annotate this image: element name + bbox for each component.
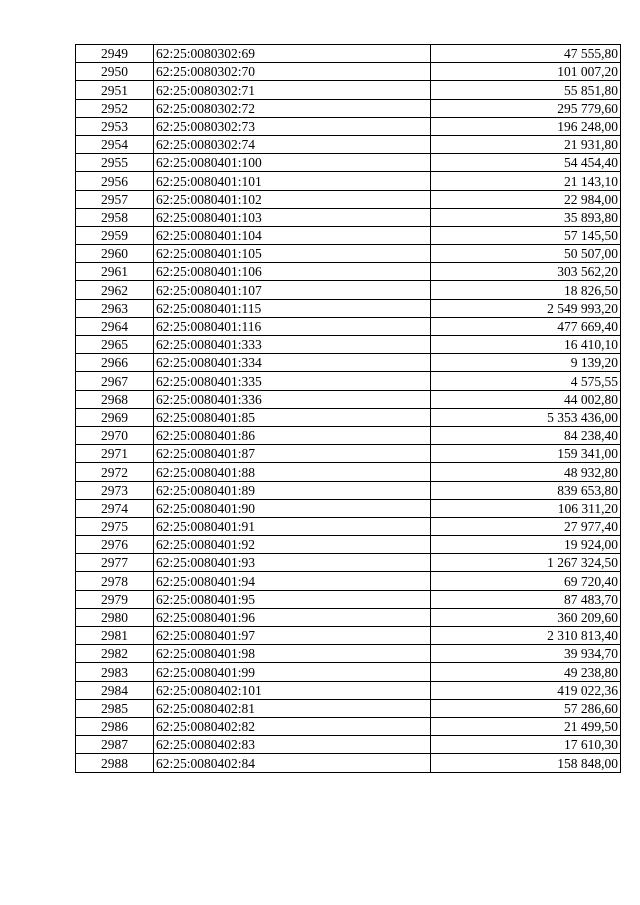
cadastral-value-cell: 22 984,00 <box>431 190 621 208</box>
table-row <box>76 190 621 208</box>
table-row <box>76 681 621 699</box>
cadastral-value-cell: 295 779,60 <box>431 99 621 117</box>
cadastral-value-cell: 57 145,50 <box>431 226 621 244</box>
row-number-cell: 2959 <box>76 226 154 244</box>
cadastral-value-cell: 39 934,70 <box>431 645 621 663</box>
table-row <box>76 572 621 590</box>
table-row <box>76 299 621 317</box>
cadastral-value-cell: 5 353 436,00 <box>431 408 621 426</box>
cadastral-value-cell: 196 248,00 <box>431 117 621 135</box>
table-row <box>76 445 621 463</box>
cadastral-number-cell: 62:25:0080401:89 <box>154 481 431 499</box>
table-row <box>76 481 621 499</box>
row-number-cell: 2952 <box>76 99 154 117</box>
cadastral-number-cell: 62:25:0080401:85 <box>154 408 431 426</box>
cadastral-value-cell: 48 932,80 <box>431 463 621 481</box>
cadastral-number-cell: 62:25:0080401:86 <box>154 426 431 444</box>
cadastral-value-cell: 101 007,20 <box>431 63 621 81</box>
table-row <box>76 208 621 226</box>
row-number-cell: 2975 <box>76 517 154 535</box>
cadastral-value-table <box>75 44 621 773</box>
cadastral-number-cell: 62:25:0080401:106 <box>154 263 431 281</box>
table-row <box>76 81 621 99</box>
row-number-cell: 2976 <box>76 536 154 554</box>
cadastral-number-cell: 62:25:0080401:96 <box>154 608 431 626</box>
table-row <box>76 499 621 517</box>
cadastral-value-cell: 360 209,60 <box>431 608 621 626</box>
cadastral-number-cell: 62:25:0080401:97 <box>154 627 431 645</box>
cadastral-value-cell: 159 341,00 <box>431 445 621 463</box>
table-body <box>76 45 621 773</box>
table-row <box>76 536 621 554</box>
cadastral-value-cell: 477 669,40 <box>431 317 621 335</box>
cadastral-number-cell: 62:25:0080401:90 <box>154 499 431 517</box>
cadastral-value-cell: 35 893,80 <box>431 208 621 226</box>
cadastral-value-cell: 16 410,10 <box>431 336 621 354</box>
table-row <box>76 390 621 408</box>
row-number-cell: 2968 <box>76 390 154 408</box>
cadastral-value-cell: 2 310 813,40 <box>431 627 621 645</box>
cadastral-number-cell: 62:25:0080402:82 <box>154 717 431 735</box>
cadastral-number-cell: 62:25:0080401:92 <box>154 536 431 554</box>
row-number-cell: 2966 <box>76 354 154 372</box>
cadastral-number-cell: 62:25:0080402:83 <box>154 736 431 754</box>
cadastral-number-cell: 62:25:0080401:116 <box>154 317 431 335</box>
cadastral-value-cell: 47 555,80 <box>431 45 621 63</box>
cadastral-value-cell: 69 720,40 <box>431 572 621 590</box>
cadastral-number-cell: 62:25:0080302:73 <box>154 117 431 135</box>
table-row <box>76 354 621 372</box>
row-number-cell: 2978 <box>76 572 154 590</box>
table-row <box>76 717 621 735</box>
cadastral-value-cell: 44 002,80 <box>431 390 621 408</box>
table-row <box>76 645 621 663</box>
cadastral-value-cell: 54 454,40 <box>431 154 621 172</box>
cadastral-value-cell: 55 851,80 <box>431 81 621 99</box>
table-row <box>76 608 621 626</box>
row-number-cell: 2973 <box>76 481 154 499</box>
cadastral-number-cell: 62:25:0080401:94 <box>154 572 431 590</box>
cadastral-number-cell: 62:25:0080401:103 <box>154 208 431 226</box>
table-row <box>76 45 621 63</box>
cadastral-number-cell: 62:25:0080402:101 <box>154 681 431 699</box>
table-row <box>76 245 621 263</box>
cadastral-number-cell: 62:25:0080302:72 <box>154 99 431 117</box>
cadastral-number-cell: 62:25:0080401:334 <box>154 354 431 372</box>
row-number-cell: 2983 <box>76 663 154 681</box>
table-row <box>76 226 621 244</box>
table-row <box>76 663 621 681</box>
row-number-cell: 2957 <box>76 190 154 208</box>
table-row <box>76 754 621 772</box>
row-number-cell: 2956 <box>76 172 154 190</box>
cadastral-value-cell: 9 139,20 <box>431 354 621 372</box>
row-number-cell: 2963 <box>76 299 154 317</box>
row-number-cell: 2960 <box>76 245 154 263</box>
cadastral-number-cell: 62:25:0080401:336 <box>154 390 431 408</box>
row-number-cell: 2980 <box>76 608 154 626</box>
cadastral-number-cell: 62:25:0080401:100 <box>154 154 431 172</box>
row-number-cell: 2985 <box>76 699 154 717</box>
row-number-cell: 2965 <box>76 336 154 354</box>
row-number-cell: 2984 <box>76 681 154 699</box>
table-row <box>76 63 621 81</box>
cadastral-number-cell: 62:25:0080401:107 <box>154 281 431 299</box>
cadastral-value-cell: 158 848,00 <box>431 754 621 772</box>
table-row <box>76 317 621 335</box>
cadastral-value-cell: 57 286,60 <box>431 699 621 717</box>
cadastral-number-cell: 62:25:0080401:115 <box>154 299 431 317</box>
cadastral-value-cell: 49 238,80 <box>431 663 621 681</box>
row-number-cell: 2951 <box>76 81 154 99</box>
row-number-cell: 2958 <box>76 208 154 226</box>
table-row <box>76 281 621 299</box>
cadastral-number-cell: 62:25:0080401:105 <box>154 245 431 263</box>
row-number-cell: 2954 <box>76 135 154 153</box>
cadastral-number-cell: 62:25:0080401:87 <box>154 445 431 463</box>
cadastral-value-cell: 87 483,70 <box>431 590 621 608</box>
row-number-cell: 2961 <box>76 263 154 281</box>
cadastral-value-cell: 17 610,30 <box>431 736 621 754</box>
cadastral-value-cell: 106 311,20 <box>431 499 621 517</box>
table-row <box>76 699 621 717</box>
table-row <box>76 135 621 153</box>
cadastral-value-cell: 2 549 993,20 <box>431 299 621 317</box>
cadastral-value-cell: 84 238,40 <box>431 426 621 444</box>
row-number-cell: 2986 <box>76 717 154 735</box>
cadastral-number-cell: 62:25:0080401:93 <box>154 554 431 572</box>
row-number-cell: 2967 <box>76 372 154 390</box>
cadastral-number-cell: 62:25:0080401:104 <box>154 226 431 244</box>
row-number-cell: 2950 <box>76 63 154 81</box>
row-number-cell: 2962 <box>76 281 154 299</box>
cadastral-number-cell: 62:25:0080401:95 <box>154 590 431 608</box>
row-number-cell: 2987 <box>76 736 154 754</box>
row-number-cell: 2988 <box>76 754 154 772</box>
cadastral-number-cell: 62:25:0080302:74 <box>154 135 431 153</box>
row-number-cell: 2972 <box>76 463 154 481</box>
table-row <box>76 463 621 481</box>
table-row <box>76 172 621 190</box>
table-row <box>76 99 621 117</box>
table-row <box>76 426 621 444</box>
row-number-cell: 2955 <box>76 154 154 172</box>
row-number-cell: 2981 <box>76 627 154 645</box>
cadastral-number-cell: 62:25:0080401:91 <box>154 517 431 535</box>
cadastral-number-cell: 62:25:0080401:98 <box>154 645 431 663</box>
row-number-cell: 2974 <box>76 499 154 517</box>
row-number-cell: 2964 <box>76 317 154 335</box>
cadastral-value-cell: 21 499,50 <box>431 717 621 735</box>
cadastral-value-cell: 1 267 324,50 <box>431 554 621 572</box>
row-number-cell: 2979 <box>76 590 154 608</box>
table-row <box>76 263 621 281</box>
cadastral-value-cell: 18 826,50 <box>431 281 621 299</box>
cadastral-value-cell: 21 143,10 <box>431 172 621 190</box>
cadastral-value-cell: 27 977,40 <box>431 517 621 535</box>
cadastral-number-cell: 62:25:0080302:71 <box>154 81 431 99</box>
cadastral-number-cell: 62:25:0080302:70 <box>154 63 431 81</box>
cadastral-number-cell: 62:25:0080401:335 <box>154 372 431 390</box>
cadastral-value-cell: 303 562,20 <box>431 263 621 281</box>
cadastral-number-cell: 62:25:0080302:69 <box>154 45 431 63</box>
table-row <box>76 154 621 172</box>
table-row <box>76 336 621 354</box>
cadastral-value-cell: 419 022,36 <box>431 681 621 699</box>
row-number-cell: 2977 <box>76 554 154 572</box>
cadastral-value-cell: 4 575,55 <box>431 372 621 390</box>
cadastral-number-cell: 62:25:0080402:84 <box>154 754 431 772</box>
table-row <box>76 554 621 572</box>
cadastral-number-cell: 62:25:0080401:88 <box>154 463 431 481</box>
row-number-cell: 2971 <box>76 445 154 463</box>
table-row <box>76 590 621 608</box>
cadastral-value-cell: 839 653,80 <box>431 481 621 499</box>
row-number-cell: 2970 <box>76 426 154 444</box>
table-row <box>76 372 621 390</box>
row-number-cell: 2953 <box>76 117 154 135</box>
row-number-cell: 2949 <box>76 45 154 63</box>
row-number-cell: 2982 <box>76 645 154 663</box>
cadastral-number-cell: 62:25:0080401:102 <box>154 190 431 208</box>
cadastral-value-cell: 21 931,80 <box>431 135 621 153</box>
table-row <box>76 408 621 426</box>
cadastral-number-cell: 62:25:0080401:99 <box>154 663 431 681</box>
cadastral-number-cell: 62:25:0080402:81 <box>154 699 431 717</box>
cadastral-number-cell: 62:25:0080401:101 <box>154 172 431 190</box>
table-row <box>76 627 621 645</box>
table-row <box>76 117 621 135</box>
row-number-cell: 2969 <box>76 408 154 426</box>
cadastral-value-cell: 50 507,00 <box>431 245 621 263</box>
cadastral-value-cell: 19 924,00 <box>431 536 621 554</box>
table-row <box>76 736 621 754</box>
table-row <box>76 517 621 535</box>
cadastral-number-cell: 62:25:0080401:333 <box>154 336 431 354</box>
